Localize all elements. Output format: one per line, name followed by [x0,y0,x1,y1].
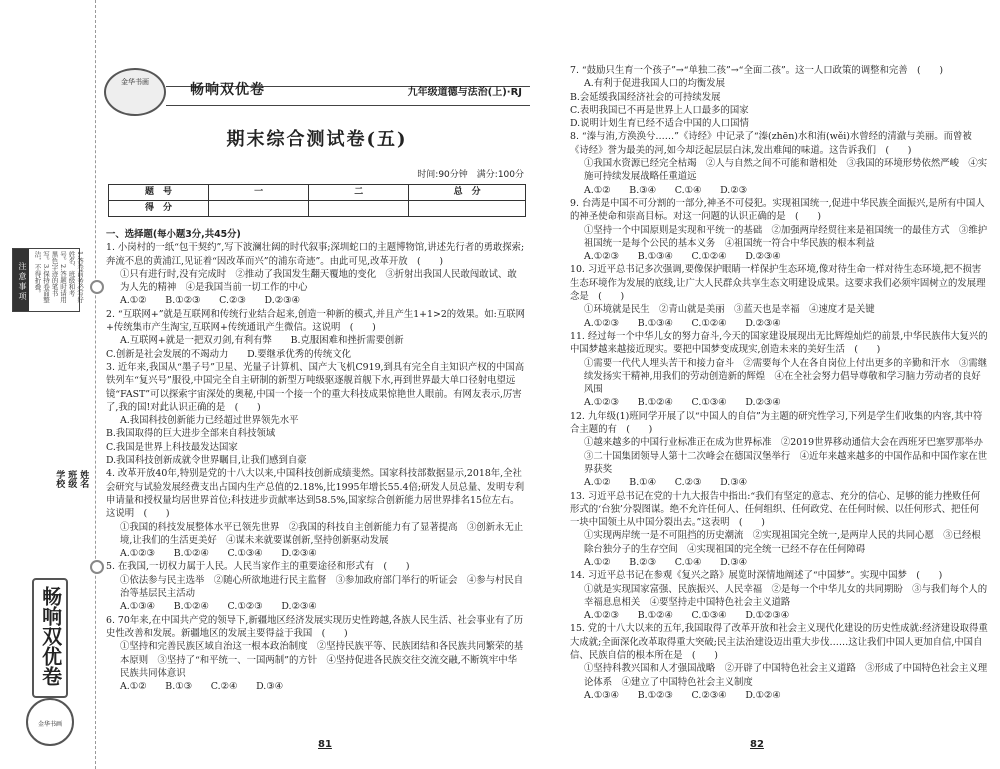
question-line: 15. 党的十八大以来的五年,我国取得了改革开放和社会主义现代化建设的历史性成就:经济建设取得重大成就;全面深化改革取得重大突破;民主法治建设迈出重大步伐……这让我们中国人更加自信,中国自信、民族自信的根本所在是 ( ) [570,623,988,662]
question-line: ①坚持和完善民族区域自治这一根本政治制度 ②坚持民族平等、民族团结和各民族共同繁荣的基本原则 ③坚持了“和平统一、一国两制”的方针 ④坚持促进各民族交往交流交融,不断筑牢中华民族共同体意识 [120,641,524,679]
question-line: B.会延缓我国经济社会的可持续发展 [570,91,721,103]
question-line: 10. 习近平总书记多次强调,要像保护眼睛一样保护生态环境,像对待生命一样对待生态环境,把不损害生态环境作为发展的底线,让广大人民群众共享生态文明建设成果。这要求我们必须牢固树立的发展理念是 ( ) [570,264,986,303]
binding-strip [0,0,96,769]
question-line: A.互联网+就是一把双刃剑,有利有弊 B.克服困难和挫折需要创新 [120,335,404,347]
question-line: A.有利于促进我国人口的均衡发展 [584,78,726,90]
question-line: A.①②③ B.①②④ C.①③④ D.②③④ [120,548,317,560]
side-badge: 金华书画 [26,698,74,746]
question-line: C.我国是世界上科技最发达国家 [106,441,238,453]
score-cell: 得 分 [109,201,209,217]
notes-body: 1.答卷前务必写好姓名、班级和考号。2.答题时请用黑色字迹的笔书写。3.保持卷面整洁，不得折叠。 [33,251,84,303]
question-line: A.①② B.①③ C.②④ D.③④ [120,681,284,693]
question-line: ①环境就是民生 ②青山就是美丽 ③蓝天也是幸福 ④速度才是关键 [584,304,875,316]
score-cell [209,201,309,217]
question-line: A.①③④ B.①②③ C.②③④ D.①②④ [584,689,781,701]
question-line: D.说明计划生育已经不适合中国的人口国情 [570,118,749,130]
side-brand [32,578,68,698]
question-line: ①需要一代代人埋头苦干和接力奋斗 ②需要每个人在各自岗位上付出更多的辛勤和汗水 ③需继续发扬实干精神,用我们的劳动创造新的辉煌 ④在全社会努力倡导尊敬和学习脑力劳动者的良好风围 [584,357,988,396]
question-line: A.①②③ B.①③④ C.①②④ D.②③④ [584,251,781,263]
question-line: A.①②③ B.①③④ C.①②④ D.②③④ [584,317,781,329]
grade-subject: 九年级道德与法治(上)·RJ [407,87,522,98]
score-value-row [109,201,526,217]
question-line: A.①② B.②③ C.①④ D.③④ [584,556,748,568]
question-line: A.我国科技创新能力已经超过世界领先水平 [120,415,299,427]
question-line: ①只有进行时,没有完成时 ②推动了我国发生翻天覆地的变化 ③折射出我国人民敢闯敢试、敢为人先的精神 ④是我国当前一切工作的中心 [120,268,517,294]
name-label: 姓名 [78,470,89,488]
score-cell: 二 [309,185,409,201]
question-line: 2. “互联网+”就是互联网和传统行业结合起来,创造一种新的模式,并且产生1+1>2的效果。如:互联网+传统集市产生淘宝,互联网+传统通讯产生微信。这说明 ( ) [106,308,525,334]
question-line: ①我国的科技发展整体水平已领先世界 ②我国的科技自主创新能力有了显著提高 ③创新永无止境,让我们的生活更美好 ④谋未来就要谋创新,坚持创新驱动发展 [120,521,524,546]
binding-hole [90,560,104,574]
question-line: 4. 改革开放40年,特别是党的十八大以来,中国科技创新成绩斐然。国家科技部数据显示,2018年,全社会研究与试验发展经费支出占国内生产总值的2.18%,比1995年增长55.4倍;研发人员总量、发明专利申请量和授权量均居世界首位;科技进步贡献率达到58.5%,国家综合创新能力居世界排名15位左右。这说明 ( ) [106,468,525,520]
left-question-column [106,228,526,693]
question-line: A.①②③ B.①②④ C.①③④ D.②③④ [584,397,781,409]
question-line: ①我国水资源已经完全枯竭 ②人与自然之间不可能和谐相处 ③我国的环境形势依然严峻 ④实施可持续发展战略任重道远 [584,158,988,183]
page-header [104,78,530,110]
page-number-right: 82 [750,739,764,750]
question-line: 8. “溱与洧,方涣涣兮……”《诗经》中记录了“溱(zhēn)水和洧(wěi)水曾经的清澈与美丽。而曾被《诗经》誉为最美的河,如今却泛起层层白沫,发出难闻的味道。这告诉我们 ( ) [570,131,972,156]
question-line: ①依法参与民主选举 ②随心所欲地进行民主监督 ③参加政府部门举行的听证会 ④参与村民自治等基层民主活动 [120,574,524,600]
right-question-column [570,64,993,702]
notes-box [12,248,84,312]
score-cell: 总 分 [409,185,526,201]
question-line: A.①② B.③④ C.①④ D.②③ [584,184,748,196]
question-line: 3. 近年来,我国从“墨子号”卫星、光量子计算机、国产大飞机C919,到具有完全自主知识产权的中国高铁列车“复兴号”服役,中国完全自主研制的新型万吨级驱逐舰首舰下水,再到世界最大单口径射电望远镜“FAST”可以探索宇宙深处的奥秘,中国一个接一个的重大科技成果惊艳世人眼前。有网友表示,厉害了,我的国!对此认识正确的是 ( ) [106,361,525,413]
question-line: C.创新是社会发展的不竭动力 D.要继承优秀的传统文化 [106,348,351,360]
series-brand: 畅响双优卷 [190,82,265,98]
side-brand-text: 畅响双优卷 [38,586,63,686]
notes-title: 注意事项 [13,249,29,311]
question-line: ①坚持一个中国原则是实现和平统一的基础 ②加强两岸经贸往来是祖国统一的最佳方式 ③维护祖国统一是每个公民的基本义务 ④祖国统一符合中华民族的根本利益 [584,224,988,249]
question-line: 11. 经过每一个中华儿女的努力奋斗,今天的国家建设展现出无比辉煌灿烂的前景,中华民族伟大复兴的中国梦越来越接近现实。要把中国梦变成现实,创造未来的美好生活 ( ) [570,330,988,356]
question-line: 9. 台湾是中国不可分割的一部分,神圣不可侵犯。实现祖国统一,促进中华民族全面振兴,是所有中国人的神圣使命和崇高目标。对这一问题的认识正确的是 ( ) [570,197,985,223]
school-label: 学校 [54,470,65,488]
question-line: ①就是实现国家富强、民族振兴、人民幸福 ②是每一个中华儿女的共同期盼 ③与我们每个人的幸福息息相关 ④要坚持走中国特色社会主义道路 [584,583,988,608]
score-cell [309,201,409,217]
score-cell: 题 号 [109,185,209,201]
question-line: ①实现两岸统一是不可阻挡的历史潮流 ②实现祖国完全统一,是两岸人民的共同心愿 ③已经根除台独分子的生存空间 ④实现祖国的完全统一已经不存在任何障碍 [584,530,981,555]
question-line: 1. 小岗村的一纸“包干契约”,写下波澜壮阔的时代叙事;深圳蛇口的主题博物馆,讲述先行者的勇敢探索;奔流不息的黄浦江,见证着“因改革而兴”的浦东奇迹”。由此可见,改革开放 ( ) [106,242,525,267]
question-line: A.①② B.①④ C.②③ D.③④ [584,477,748,489]
score-header-row [109,185,526,201]
question-line: B.我国取得的巨大进步全部来自科技领域 [106,428,276,440]
question-line: 6. 70年来,在中国共产党的领导下,新疆地区经济发展实现历史性跨越,各族人民生活、社会事业有了历史性改善和发展。新疆地区的发展主要得益于我国 ( ) [106,614,524,639]
question-line: 7. “鼓励只生育一个孩子”→“单独二孩”→“全面二孩”。这一人口政策的调整和完善 ( ) [570,65,944,76]
question-line: C.表明我国已不再是世界上人口最多的国家 [570,104,749,116]
question-line: A.①②③ B.①②④ C.①③④ D.①②③④ [584,610,790,622]
question-line: 13. 习近平总书记在党的十九大报告中指出:“我们有坚定的意志、充分的信心、足够的能力挫败任何形式的‘台独’分裂图谋。绝不允许任何人、任何组织、任何政党、在任何时候、以任何形式、把任何一块中国领土从中国分裂出去。”这表明 ( ) [570,490,981,529]
question-line: 12. 九年级(1)班同学开展了以“中国人的自信”为主题的研究性学习,下列是学生们收集的内容,其中符合主题的有 ( ) [570,410,983,436]
question-line: 5. 在我国,一切权力属于人民。人民当家作主的重要途径和形式有 ( ) [106,561,410,573]
score-cell [409,201,526,217]
section-heading: 一、选择题(每小题3分,共45分) [106,229,241,240]
page-number-left: 81 [318,739,332,750]
score-table [108,184,526,217]
time-score-info: 时间:90分钟 满分:100分 [417,170,524,180]
class-label: 班级 [66,470,77,488]
question-line: 14. 习近平总书记在参观《复兴之路》展览时深情地阐述了“中国梦”。实现中国梦 ( ) [570,570,943,582]
binding-hole [90,280,104,294]
publisher-logo: 金华书画 [104,68,166,116]
question-line: ①越来越多的中国行业标准正在成为世界标准 ②2019世界移动通信大会在西班牙巴塞罗那举办 ③二十国集团领导人第十二次峰会在德国汉堡举行 ④近年来越来越多的中国作品和中国作家在世界获奖 [584,437,993,475]
question-line: D.我国科技创新成就令世界瞩目,让我们感到自豪 [106,455,307,467]
question-line: A.①② B.①②③ C.②③ D.②③④ [120,295,300,307]
question-line: A.①③④ B.①②④ C.①②③ D.②③④ [120,601,317,613]
page-title: 期末综合测试卷(五) [226,129,408,150]
score-cell: 一 [209,185,309,201]
question-line: ①坚持科教兴国和人才强国战略 ②开辟了中国特色社会主义道路 ③形成了中国特色社会主义理论体系 ④建立了中国特色社会主义制度 [584,663,988,688]
